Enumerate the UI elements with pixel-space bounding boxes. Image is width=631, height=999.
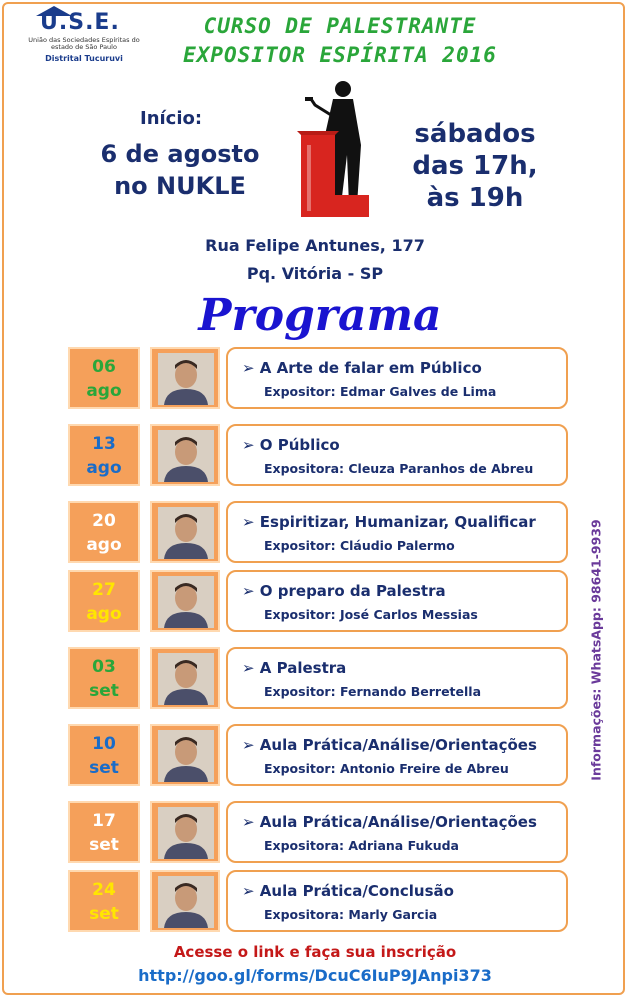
session-speaker: Expositor: Cláudio Palermo (264, 538, 455, 553)
signup-link[interactable]: http://goo.gl/forms/DcuC6IuP9JAnpi373 (138, 966, 492, 985)
session-month: ago (86, 604, 122, 624)
start-label: Início: (140, 108, 203, 129)
session-row (68, 570, 573, 636)
session-card (226, 347, 568, 409)
session-month: ago (86, 381, 122, 401)
schedule-line3: às 19h (426, 183, 524, 213)
whatsapp-info-text: Informações: WhatsApp: 98641-9939 (588, 519, 604, 781)
session-row (68, 870, 573, 936)
session-date (68, 424, 140, 486)
speaker-portrait-icon (158, 653, 214, 705)
session-topic: ➢ Aula Prática/Análise/Orientações (242, 813, 537, 831)
session-month: set (89, 681, 119, 701)
speaker-photo (150, 424, 220, 486)
session-day: 10 (92, 734, 116, 754)
session-topic: ➢ O preparo da Palestra (242, 582, 446, 600)
session-day: 06 (92, 357, 116, 377)
speaker-podium-icon (295, 75, 375, 225)
session-day: 27 (92, 580, 116, 600)
session-month: ago (86, 535, 122, 555)
speaker-portrait-icon (158, 876, 214, 928)
speaker-photo (150, 724, 220, 786)
course-title-line1: CURSO DE PALESTRANTE (203, 14, 477, 38)
session-row (68, 724, 573, 790)
schedule-line1: sábados (414, 119, 536, 149)
session-topic: ➢ A Palestra (242, 659, 347, 677)
logo-subtitle: União das Sociedades Espíritas do estado de São Paulo (28, 36, 140, 51)
session-speaker: Expositora: Cleuza Paranhos de Abreu (264, 461, 534, 476)
session-card (226, 570, 568, 632)
session-topic: ➢ Aula Prática/Análise/Orientações (242, 736, 537, 754)
signup-call-to-action: Acesse o link e faça sua inscrição (173, 943, 457, 961)
session-topic: ➢ Espiritizar, Humanizar, Qualificar (242, 513, 536, 531)
session-day: 03 (92, 657, 116, 677)
session-row (68, 647, 573, 713)
speaker-photo (150, 570, 220, 632)
logo-mark: U.S.E. (40, 10, 120, 35)
session-speaker: Expositora: Marly Garcia (264, 907, 438, 922)
speaker-photo (150, 347, 220, 409)
session-date (68, 724, 140, 786)
session-row (68, 501, 573, 567)
session-speaker: Expositor: Fernando Berretella (264, 684, 482, 699)
speaker-portrait-icon (158, 507, 214, 559)
session-speaker: Expositora: Adriana Fukuda (264, 838, 459, 853)
session-date (68, 647, 140, 709)
program-title: Programa (198, 290, 442, 341)
session-speaker: Expositor: José Carlos Messias (264, 607, 478, 622)
session-day: 20 (92, 511, 116, 531)
schedule-block (410, 118, 540, 214)
session-row (68, 347, 573, 413)
speaker-portrait-icon (158, 807, 214, 859)
session-day: 13 (92, 434, 116, 454)
session-month: set (89, 904, 119, 924)
speaker-photo (150, 801, 220, 863)
use-logo (22, 10, 142, 66)
session-date (68, 870, 140, 932)
session-date (68, 570, 140, 632)
session-card (226, 870, 568, 932)
speaker-photo (150, 870, 220, 932)
speaker-portrait-icon (158, 576, 214, 628)
session-month: ago (86, 458, 122, 478)
session-date (68, 347, 140, 409)
session-topic: ➢ A Arte de falar em Público (242, 359, 482, 377)
course-title-line2: EXPOSITOR ESPÍRITA 2016 (183, 43, 497, 67)
start-place: no NUKLE (114, 172, 246, 200)
session-card (226, 647, 568, 709)
schedule-line2: das 17h, (412, 151, 538, 181)
session-card (226, 424, 568, 486)
session-row (68, 424, 573, 490)
whatsapp-info (585, 520, 607, 780)
session-card (226, 801, 568, 863)
session-date (68, 801, 140, 863)
address-district: Pq. Vitória - SP (246, 264, 384, 283)
address-street: Rua Felipe Antunes, 177 (205, 236, 425, 255)
speaker-portrait-icon (158, 730, 214, 782)
session-speaker: Expositor: Edmar Galves de Lima (264, 384, 497, 399)
session-day: 17 (92, 811, 116, 831)
session-card (226, 724, 568, 786)
session-month: set (89, 835, 119, 855)
session-topic: ➢ O Público (242, 436, 340, 454)
session-card (226, 501, 568, 563)
session-date (68, 501, 140, 563)
session-day: 24 (92, 880, 116, 900)
speaker-photo (150, 501, 220, 563)
speaker-portrait-icon (158, 430, 214, 482)
speaker-photo (150, 647, 220, 709)
session-month: set (89, 758, 119, 778)
logo-distrital: Distrital Tucuruvi (45, 54, 123, 63)
session-row (68, 801, 573, 867)
speaker-portrait-icon (158, 353, 214, 405)
session-topic: ➢ Aula Prática/Conclusão (242, 882, 454, 900)
start-date-block (100, 138, 260, 202)
start-date: 6 de agosto (100, 140, 260, 168)
session-speaker: Expositor: Antonio Freire de Abreu (264, 761, 509, 776)
